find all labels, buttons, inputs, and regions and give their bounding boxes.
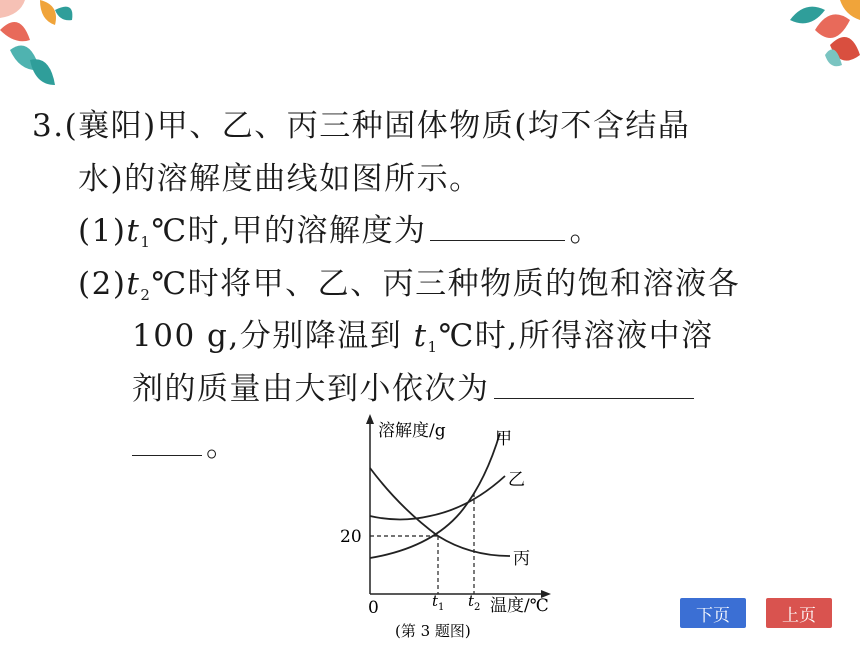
- curve-yi: [370, 476, 505, 520]
- decorative-leaves-right: [730, 0, 860, 75]
- part-2-t-sub: 2: [140, 286, 152, 304]
- solubility-chart: [330, 408, 590, 643]
- part-2-text: ℃时将甲、乙、丙三种物质的饱和溶液各: [151, 266, 741, 302]
- part-2: [78, 258, 740, 304]
- part-2-end: 。: [206, 428, 239, 464]
- part-1: [78, 205, 602, 251]
- part-2-line-2: [132, 310, 714, 356]
- part-2-line-3-text: 剂的质量由大到小依次为: [132, 371, 490, 407]
- part-2-line-2-t-sub: 1: [427, 338, 439, 356]
- prev-page-button[interactable]: 上页: [766, 598, 832, 628]
- y-axis-label: 溶解度/g: [378, 421, 446, 441]
- part-1-t-sub: 1: [140, 233, 152, 251]
- curve-bing: [370, 468, 510, 556]
- series-label-yi: 乙: [508, 470, 525, 490]
- answer-blank-2a[interactable]: [494, 397, 694, 399]
- question-line-2: 水)的溶解度曲线如图所示。: [78, 161, 482, 197]
- series-label-bing: 丙: [513, 549, 530, 569]
- part-1-end: 。: [569, 213, 602, 249]
- part-2-t: t: [126, 266, 141, 302]
- question-line-1: 3.(襄阳)甲、乙、丙三种固体物质(均不含结晶: [32, 108, 691, 144]
- x-tick-t2: $t_2$: [468, 592, 481, 613]
- x-tick-t1: $t_1$: [432, 592, 445, 613]
- decorative-leaves-left: [0, 0, 90, 95]
- series-label-jia: 甲: [495, 429, 512, 449]
- origin-label: 0: [368, 598, 379, 618]
- part-2-prefix: (2): [78, 266, 127, 302]
- part-1-text: ℃时,甲的溶解度为: [151, 213, 427, 249]
- part-2-line-2a: 100 g,分别降温到: [132, 318, 414, 354]
- part-2-line-2b: ℃时,所得溶液中溶: [438, 318, 714, 354]
- part-2-line-2-t: t: [413, 318, 428, 354]
- figure-caption: (第 3 题图): [395, 622, 471, 640]
- x-axis-label: 温度/℃: [490, 596, 549, 616]
- answer-blank-1[interactable]: [430, 239, 565, 241]
- part-2-line-3: [132, 363, 698, 408]
- y-axis-arrow: [366, 414, 374, 424]
- part-1-t: t: [126, 213, 141, 249]
- y-tick-20: 20: [340, 527, 362, 547]
- next-page-button[interactable]: 下页: [680, 598, 746, 628]
- answer-blank-2b[interactable]: [132, 454, 202, 456]
- part-2-line-4: [132, 420, 239, 465]
- part-1-prefix: (1): [78, 213, 127, 249]
